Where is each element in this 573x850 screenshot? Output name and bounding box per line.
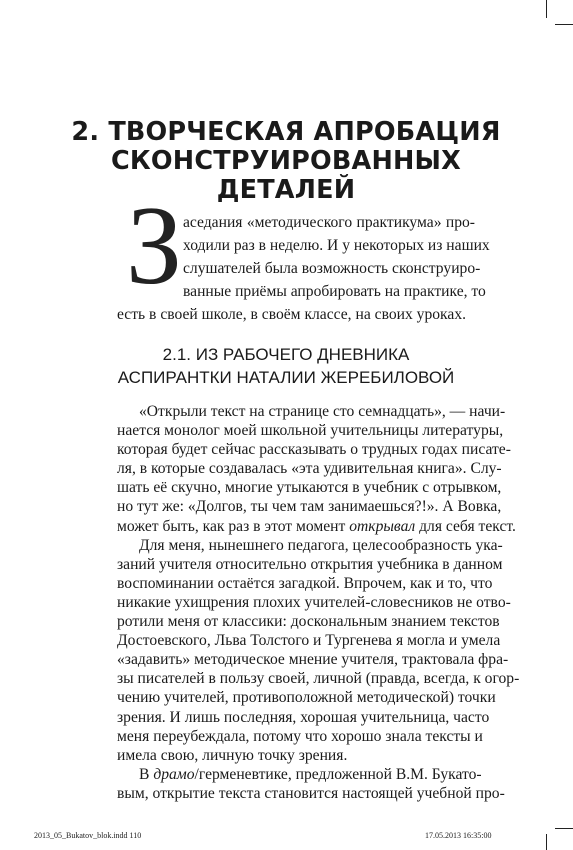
text-line: которая будет сейчас рассказывать о трудных годах писате- (117, 441, 511, 459)
text-run: для себя текст. (415, 517, 516, 535)
text-line: Для меня, нынешнего педагога, целесообразность ука- (139, 536, 503, 554)
emphasis-text: открывал (349, 517, 416, 535)
text-line: меня переубеждала, потому что хорошо знала тексты и (117, 727, 483, 745)
text-line: ля, в которые создавалась «эта удивительная книга». Слу- (117, 460, 502, 478)
crop-mark-top (546, 0, 547, 18)
emphasis-text: драмо (153, 765, 195, 783)
chapter-title-line: 2. ТВОРЧЕСКАЯ АПРОБАЦИЯ (71, 117, 501, 147)
crop-mark-right-top (555, 24, 573, 25)
crop-mark-bottom (546, 834, 547, 850)
section-title-line: АСПИРАНТКИ НАТАЛИИ ЖЕРЕБИЛОВОЙ (117, 368, 455, 387)
text-line: ротили меня от классики: доскональным знанием текстов (117, 613, 500, 631)
text-line: шать её скучно, многие утыкаются в учебник с отрывком, (117, 479, 502, 497)
text-line: но тут же: «Долгов, ты чем там занимаешься?!». А Вовка, (117, 498, 502, 516)
text-run: /герменевтике, предложенной В.М. Букато- (194, 765, 482, 783)
text-line: «Открыли текст на странице сто семнадцать», — начи- (139, 403, 506, 420)
footer-file-info: 2013_05_Bukatov_blok.indd 110 (34, 831, 142, 840)
intro-line: есть в своей школе, в своём классе, на своих уроках. (117, 306, 467, 323)
text-line: никакие ухищрения плохих учителей-словесников не отво- (117, 593, 511, 611)
section-title-line: 2.1. ИЗ РАБОЧЕГО ДНЕВНИКА (162, 345, 410, 364)
text-line: зы писателей в пользу своей, личной (правда, всегда, к огор- (117, 670, 520, 688)
text-line: воспоминании остаётся загадкой. Впрочем, как и то, что (117, 574, 493, 592)
text-line: имела свою, личную точку зрения. (117, 746, 348, 764)
text-run: может быть, как раз в этот момент (117, 517, 350, 535)
section-title (100, 343, 472, 389)
text-line: «задавить» методическое мнение учителя, трактовала фра- (117, 651, 509, 669)
text-line: Достоевского, Льва Толстого и Тургенева я могла и умела (117, 632, 501, 650)
text-line (117, 765, 482, 784)
footer-timestamp: 17.05.2013 16:35:00 (425, 831, 492, 840)
body-text (117, 402, 520, 803)
intro-line: слушателей была возможность сконструиро- (183, 260, 481, 277)
chapter-title-line: СКОНСТРУИРОВАННЫХ (110, 146, 462, 176)
text-line: нается монолог моей школьной учительницы литературы, (117, 422, 504, 440)
intro-line: ходили раз в неделю. И у некоторых из наших (183, 237, 490, 254)
text-line: чению учителей, противоположной методической) точки (117, 689, 496, 707)
text-line: заний учителя относительно открытия учебника в данном (117, 555, 503, 573)
intro-line: аседания «методического практикума» про- (183, 214, 475, 231)
text-line (117, 517, 516, 536)
text-run: В (139, 765, 154, 783)
crop-mark-right-bottom (555, 828, 573, 829)
text-line: вым, открытие текста становится настоящей учебной про- (117, 784, 505, 802)
text-line: зрения. И лишь последняя, хорошая учительница, часто (117, 708, 490, 726)
intro-line: ванные приёмы апробировать на практике, то (183, 283, 486, 300)
drop-cap: З (126, 184, 183, 308)
chapter-title-line: ДЕТАЛЕЙ (216, 175, 356, 205)
